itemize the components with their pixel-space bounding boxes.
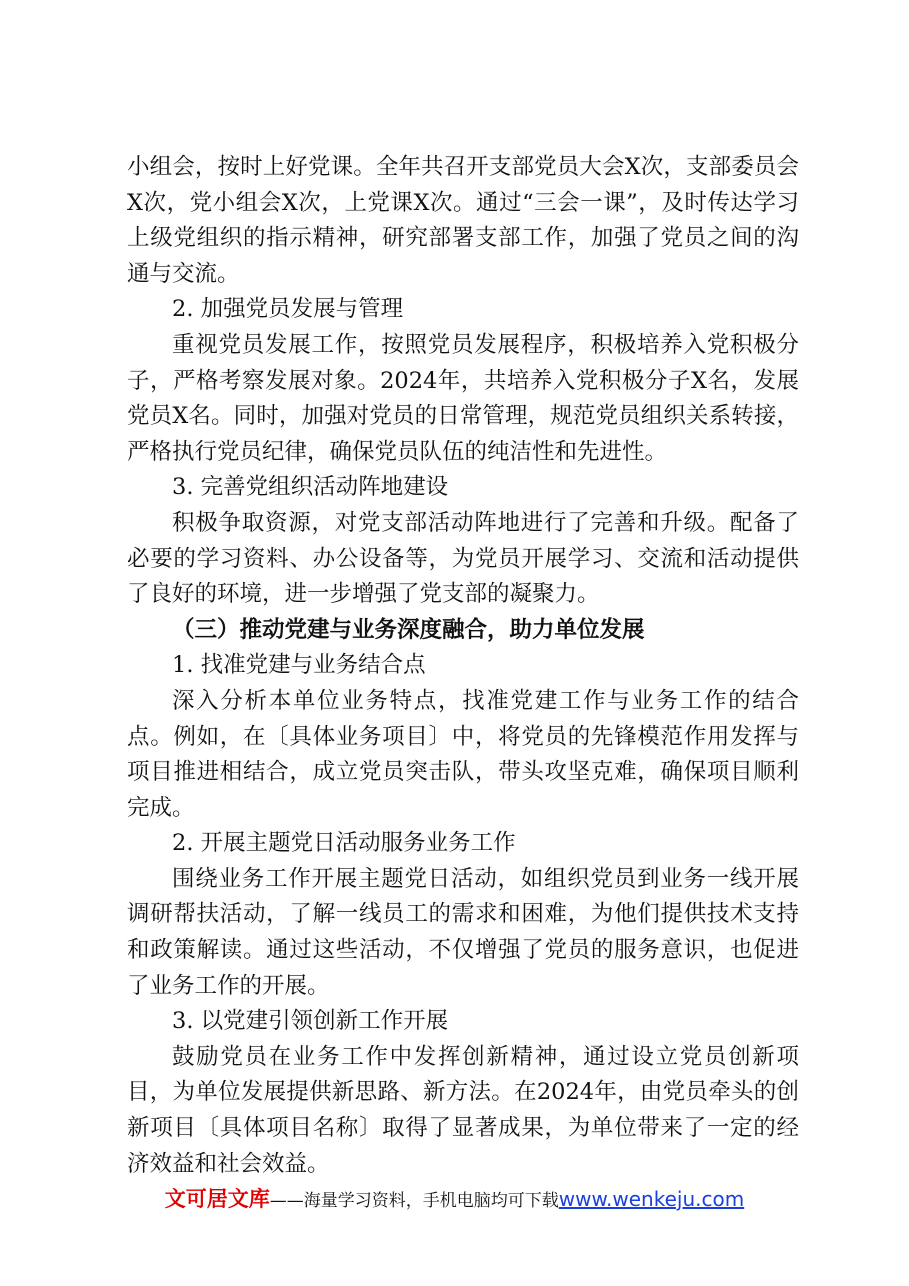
subheading: 2. 加强党员发展与管理 bbox=[172, 296, 404, 323]
paragraph: 重视党员发展工作，按照党员发展程序，积极培养入党积极分子，严格考察发展对象。2024年，共培养入党积极分子X名，发展党员X名。同时，加强对党员的日常管理，规范党员组织关系转接，严格执行党员纪律，确保党员队伍的纯洁性和先进性。 bbox=[127, 331, 799, 465]
document-body bbox=[127, 150, 799, 1182]
footer-site-link[interactable]: www.wenkeju.com bbox=[558, 1187, 745, 1211]
paragraph: 积极争取资源，对党支部活动阵地进行了完善和升级。配备了必要的学习资料、办公设备等，为党员开展学习、交流和活动提供了良好的环境，进一步增强了党支部的凝聚力。 bbox=[127, 509, 799, 608]
paragraph: 深入分析本单位业务特点，找准党建工作与业务工作的结合点。例如，在〔具体业务项目〕中，将党员的先锋模范作用发挥与项目推进相结合，成立党员突击队，带头攻坚克难，确保项目顺利完成。 bbox=[127, 687, 799, 821]
subheading: 1. 找准党建与业务结合点 bbox=[172, 652, 426, 679]
footer-tagline: ——海量学习资料，手机电脑均可下载 bbox=[269, 1191, 559, 1211]
footer-banner bbox=[0, 1183, 909, 1213]
subheading: 2. 开展主题党日活动服务业务工作 bbox=[172, 830, 516, 857]
paragraph: 围绕业务工作开展主题党日活动，如组织党员到业务一线开展调研帮扶活动，了解一线员工的需求和困难，为他们提供技术支持和政策解读。通过这些活动，不仅增强了党员的服务意识，也促进了业务工作的开展。 bbox=[127, 865, 799, 999]
subheading: 3. 完善党组织活动阵地建设 bbox=[172, 474, 449, 501]
paragraph-continued: 小组会，按时上好党课。全年共召开支部党员大会X次，支部委员会X次，党小组会X次，上党课X次。通过“三会一课”，及时传达学习上级党组织的指示精神，研究部署支部工作，加强了党员之间的沟通与交流。 bbox=[127, 154, 799, 287]
footer-brand: 文可居文库 bbox=[164, 1187, 270, 1211]
section-heading: （三）推动党建与业务深度融合，助力单位发展 bbox=[172, 616, 645, 643]
subheading: 3. 以党建引领创新工作开展 bbox=[172, 1008, 449, 1035]
paragraph: 鼓励党员在业务工作中发挥创新精神，通过设立党员创新项目，为单位发展提供新思路、新方法。在2024年，由党员牵头的创新项目〔具体项目名称〕取得了显著成果，为单位带来了一定的经济效益和社会效益。 bbox=[127, 1043, 799, 1177]
